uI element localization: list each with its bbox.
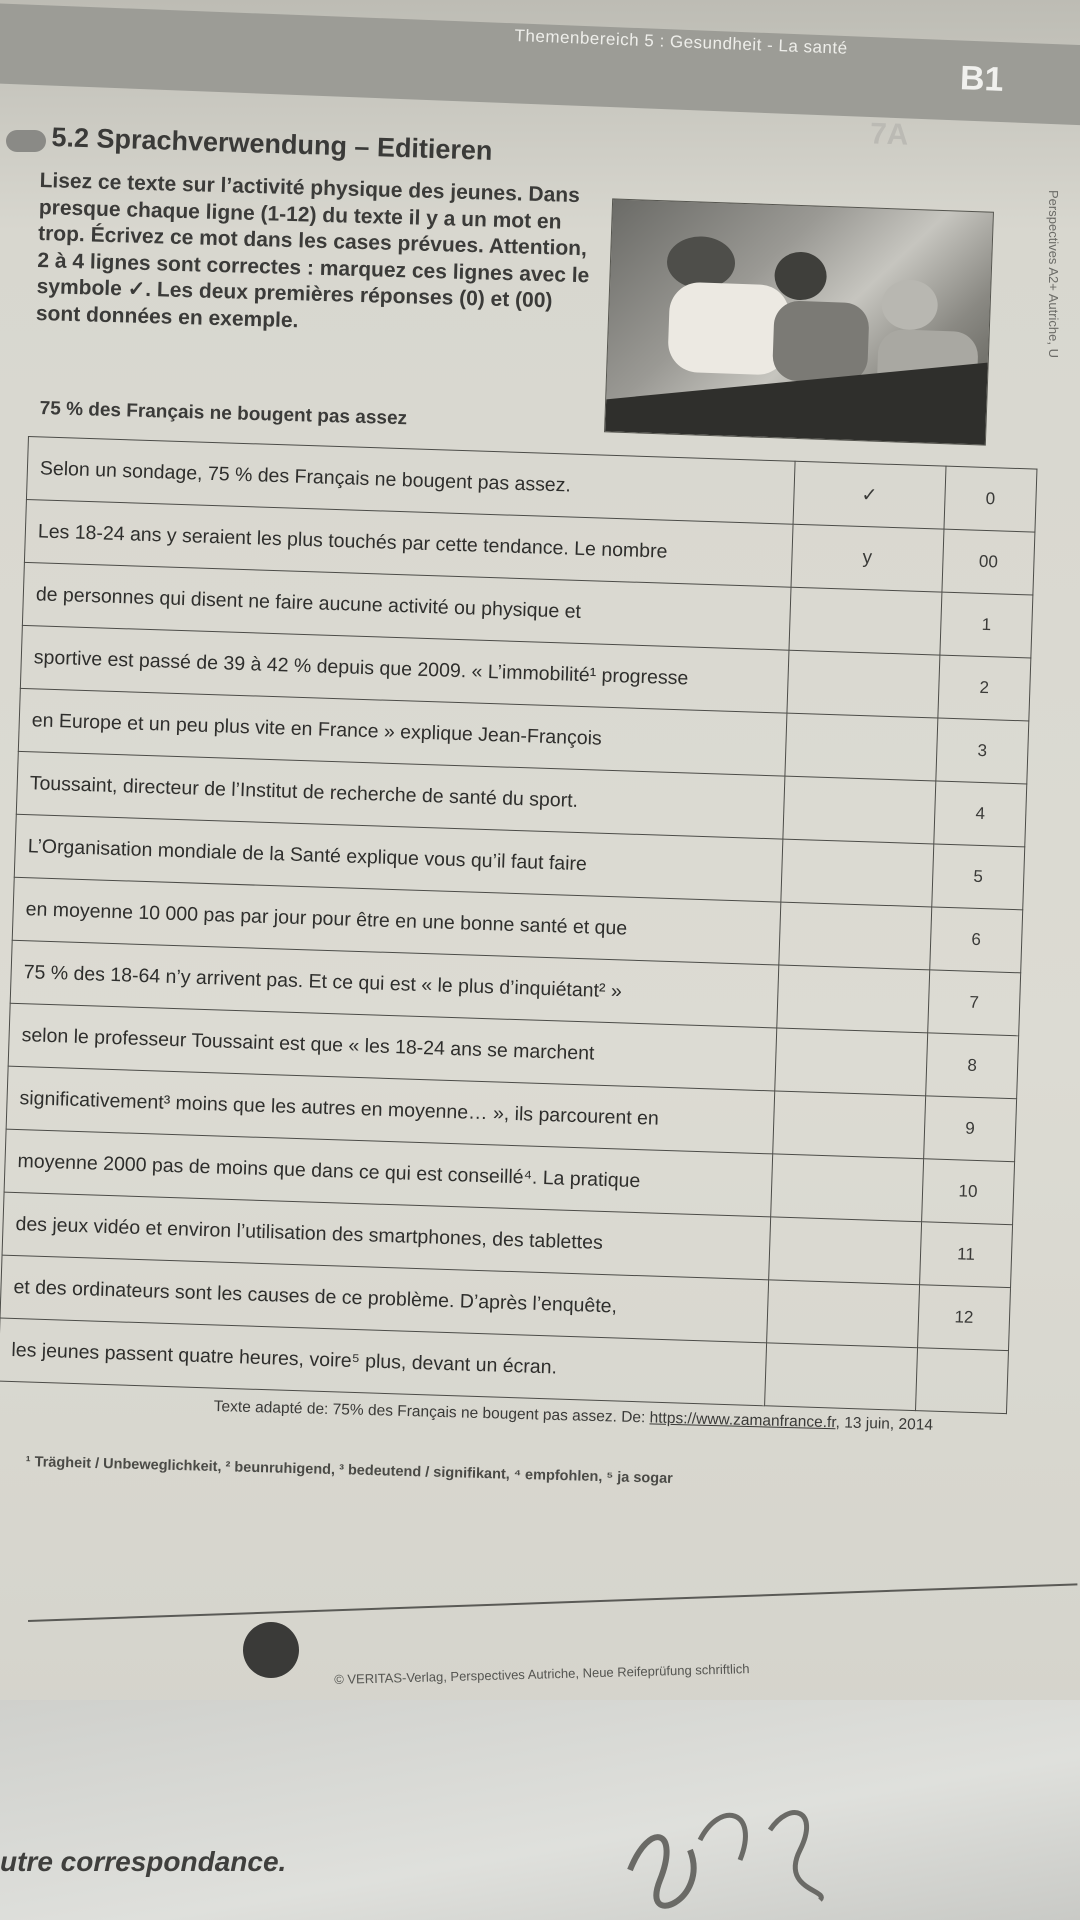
line-text: des jeux vidéo et environ l’utilisation des smartphones, des tablettes [2, 1192, 770, 1280]
answer-box[interactable] [781, 839, 934, 907]
text-title: 75 % des Français ne bougent pas assez [39, 398, 408, 430]
divider-line [28, 1583, 1077, 1622]
teens-photo [604, 198, 994, 445]
line-text: de personnes qui disent ne faire aucune activité ou physique et [22, 562, 790, 650]
line-text: Toussaint, directeur de l’Institut de recherche de santé du sport. [16, 751, 784, 839]
line-number: 2 [938, 655, 1031, 721]
exercise-table-container [0, 436, 1037, 1414]
line-number: 7 [928, 970, 1021, 1036]
source-suffix: , 13 juin, 2014 [835, 1414, 934, 1434]
line-text: sportive est passé de 39 à 42 % depuis que 2009. « L’immobilité¹ progresse [20, 625, 788, 713]
line-text: et des ordinateurs sont les causes de ce problème. D’après l’enquête, [0, 1255, 768, 1343]
line-text: Les 18-24 ans y seraient les plus touchés par cette tendance. Le nombre [24, 499, 792, 587]
line-number: 3 [936, 718, 1029, 784]
line-text: significativement³ moins que les autres en moyenne… », ils parcourent en [6, 1066, 774, 1154]
line-number [915, 1348, 1008, 1414]
line-text: L’Organisation mondiale de la Santé explique vous qu’il faut faire [14, 814, 782, 902]
line-number: 00 [942, 529, 1035, 595]
answer-box[interactable] [789, 587, 942, 655]
footnotes: ¹ Trägheit / Unbeweglichkeit, ² beunruhigend, ³ bedeutend / signifikant, ⁴ empfohlen, ⁵ ja sogar [25, 1454, 673, 1487]
answer-box[interactable] [772, 1091, 925, 1159]
line-number: 10 [921, 1159, 1014, 1225]
answer-box[interactable] [766, 1280, 919, 1348]
sidebar-label: Perspectives A2+ Autriche, U [1046, 190, 1061, 359]
answer-box[interactable] [774, 1028, 927, 1096]
answer-box[interactable] [779, 902, 932, 970]
theme-header: Themenbereich 5 : Gesundheit - La santé [514, 26, 849, 58]
pen-marks-decoration [620, 1760, 940, 1910]
line-number: 5 [932, 844, 1025, 910]
line-text: en moyenne 10 000 pas par jour pour être en une bonne santé et que [12, 877, 780, 965]
answer-box[interactable] [783, 776, 936, 844]
line-number: 9 [924, 1096, 1017, 1162]
binder-hole [243, 1622, 299, 1678]
line-text: en Europe et un peu plus vite en France » explique Jean-François [18, 688, 786, 776]
line-text: selon le professeur Toussaint est que « les 18-24 ans se marchent [8, 1003, 776, 1091]
source-link[interactable]: https://www.zamanfrance.fr [649, 1409, 836, 1432]
answer-box[interactable]: y [791, 524, 944, 592]
section-icon [6, 130, 46, 152]
exercise-instructions: Lisez ce texte sur l’activité physique des jeunes. Dans presque chaque ligne (1-12) du texte il y a un mot en trop. Écrivez ce mot dans les cases prévues. Attention, 2 à 4 lignes sont correctes : marquez ces lignes avec le symbole ✓. Les deux premières réponses (0) et (00) sont données en exemple. [35, 168, 590, 332]
answer-box[interactable] [787, 650, 940, 718]
answer-box[interactable] [777, 965, 930, 1033]
answer-box[interactable]: ✓ [793, 461, 946, 529]
lower-page-text: utre correspondance. [0, 1846, 287, 1877]
line-text: les jeunes passent quatre heures, voire⁵ plus, devant un écran. [0, 1318, 766, 1406]
line-number: 4 [934, 781, 1027, 847]
answer-box[interactable] [770, 1154, 923, 1222]
line-number: 8 [926, 1033, 1019, 1099]
exercise-table [0, 436, 1037, 1414]
source-prefix: Texte adapté de: 75% des Français ne bougent pas assez. De: [213, 1398, 650, 1427]
header-band [0, 2, 1080, 125]
line-text: moyenne 2000 pas de moins que dans ce qui est conseillé⁴. La pratique [4, 1129, 772, 1217]
photo-image [605, 199, 993, 444]
section-title: 5.2 Sprachverwendung – Editieren [51, 122, 493, 166]
line-number: 12 [917, 1285, 1010, 1351]
line-number: 1 [940, 592, 1033, 658]
line-text: 75 % des 18-64 n’y arrivent pas. Et ce qui est « le plus d’inquiétant² » [10, 940, 778, 1028]
line-number: 6 [930, 907, 1023, 973]
answer-box[interactable] [764, 1343, 917, 1411]
copyright-line: © VERITAS-Verlag, Perspectives Autriche, Neue Reifeprüfung schriftlich [334, 1661, 750, 1687]
line-number: 11 [919, 1222, 1012, 1288]
handwritten-page-number: 7A [869, 117, 909, 152]
answer-box[interactable] [768, 1217, 921, 1285]
line-number: 0 [944, 466, 1037, 532]
line-text: Selon un sondage, 75 % des Français ne bougent pas assez. [26, 437, 794, 525]
answer-box[interactable] [785, 713, 938, 781]
level-badge: B1 [959, 59, 1005, 99]
